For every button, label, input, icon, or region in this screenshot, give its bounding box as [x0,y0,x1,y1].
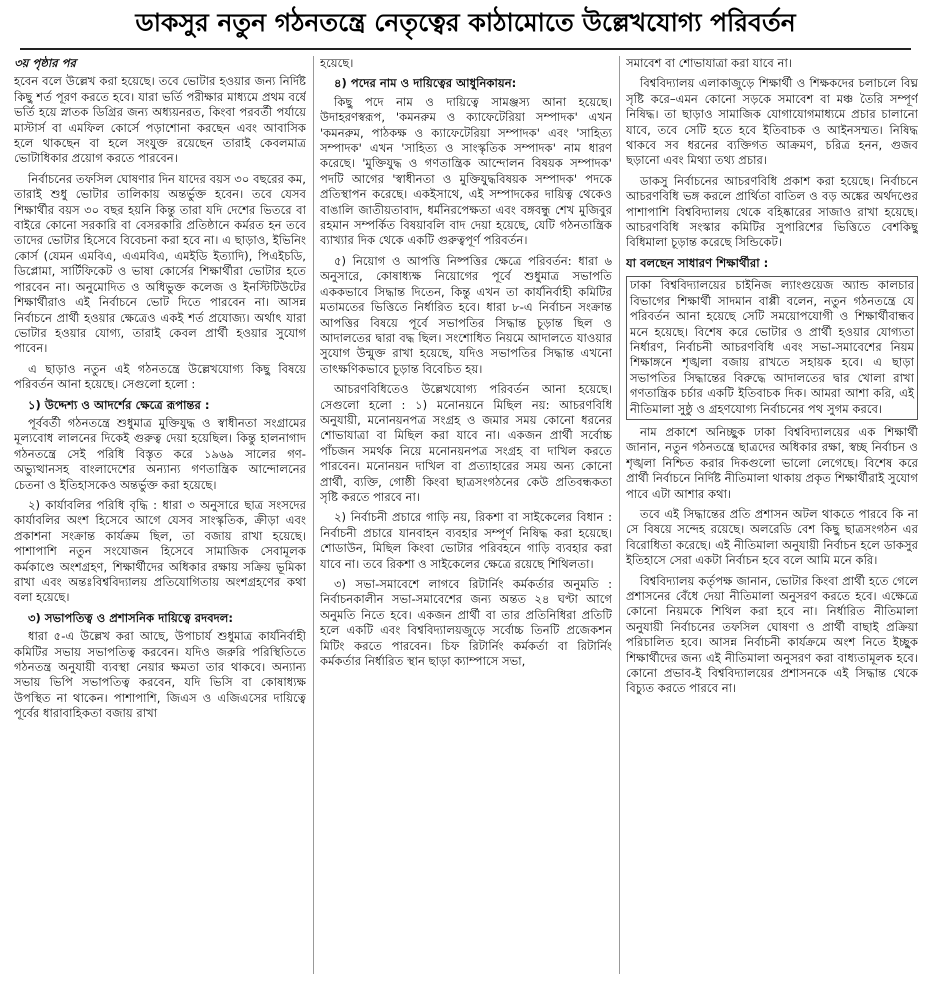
section-heading: ৪) পদের নাম ও দায়িত্বের আধুনিকায়ন: [334,76,517,91]
paragraph: সমাবেশ বা শোভাযাত্রা করা যাবে না। [626,56,792,70]
paragraph: তবে এই সিদ্ধান্তের প্রতি প্রশাসন অটল থাকতে পারবে কি না সে বিষয়ে সন্দেহ রয়েছে। অলরেডি বেশ কিছু ছাত্রসংগঠন এর বিরোধিতা করেছে। এই নীতিমালা অনুযায়ী নির্বাচন হলে ডাকসুর ইতিহাসে সেরা একটা নির্বাচন হবে বলে আমি মনে করি। [626,506,918,568]
paragraph: বিশ্ববিদ্যালয় এলাকাজুড়ে শিক্ষার্থী ও শিক্ষকদের চলাচলে বিঘ্ন সৃষ্টি করে–এমন কোনো সড়কে সমাবেশ বা মঞ্চ তৈরি সম্পূর্ণ নিষিদ্ধ। তা ছাড়াও সামাজিক যোগাযোগমাধ্যমে প্রচার চালানো যাবে, তবে সেটি হতে হবে ইতিবাচক ও আইনসম্মত। নিষিদ্ধ থাকবে সব ধরনের ব্যক্তিগত আক্রমণ, চরিত্র হনন, গুজব ছড়ানো এবং মিথ্যা তথ্য প্রচার। [626,76,918,168]
section-heading: ৩) সভাপতিত্ব ও প্রশাসনিক দায়িত্বে রদবদল: [28,610,234,625]
paragraph: ধারা ৫-এ উল্লেখ করা আছে, উপাচার্য শুধুমাত্র কার্যনির্বাহী কমিটির সভায় সভাপতিত্ব করবেন। যদিও জরুরি পরিস্থিতিতে গঠনতন্ত্র অনুযায়ী ব্যবস্থা নেয়ার ক্ষমতা তার থাকবে। অন্যান্য সভায় ভিপি সভাপতিত্ব করবেন, যদি ভিসি বা কোষাধ্যক্ষ উপস্থিত না থাকেন। পাশাপাশি, জিএস ও এজিএসের দায়িত্বে পূর্বের ধারাবাহিকতা বজায় রাখা [14,629,306,721]
continued-from-label: ৩য় পৃষ্ঠার পর [14,56,76,70]
paragraph: ৫) নিয়োগ ও আপত্তি নিষ্পত্তির ক্ষেত্রে পরিবর্তন: ধারা ৬ অনুসারে, কোষাধ্যক্ষ নিয়োগের পূর্বে শুধুমাত্র সভাপতি এককভাবে সিদ্ধান্ত দিতেন, কিন্তু এখন তা কার্যনির্বাহী কমিটির মতামতের ভিত্তিতে নির্ধারিত হবে। ধারা ৮-এ নির্বাচন সংক্রান্ত আপত্তির বিষয়ে পূর্বে সভাপতির সিদ্ধান্ত চূড়ান্ত ছিল ও আদালতের দ্বারা বদ্ধ ছিল। সংশোধিত নিয়মে আদালতে যাওয়ার সুযোগ উন্মুক্ত রাখা হয়েছে, যদিও সভাপতির সিদ্ধান্ত এখনো তাৎক্ষণিকভাবে চূড়ান্ত বিবেচিত হয়। [320,253,612,376]
column-divider [619,56,620,974]
paragraph: পূর্ববর্তী গঠনতন্ত্রে শুধুমাত্র মুক্তিযুদ্ধ ও স্বাধীনতা সংগ্রামের মূল্যবোধ লালনের দিকেই গুরুত্ব দেয়া হয়েছিল। কিন্তু হালনাগাদ গঠনতন্ত্রে সেই পরিধি বিস্তৃত করে ১৯৬৯ সালের গণ-অভ্যুত্থানসহ বাংলাদেশের অন্যান্য গণতান্ত্রিক আন্দোলনের চেতনা ও ইতিহাসকেও অন্তর্ভুক্ত করা হয়েছে। [14,415,306,492]
boxed-paragraph: ঢাকা বিশ্ববিদ্যালয়ের চাইনিজ ল্যাংগুয়েজ অ্যান্ড কালচার বিভাগের শিক্ষার্থী সাদমান বাপ্পী বলেন, নতুন গঠনতন্ত্রে যে পরিবর্তন আনা হয়েছে সেটি সময়োপযোগী ও শিক্ষার্থীবান্ধব মনে হয়েছে। বিশেষ করে ভোটার ও প্রার্থী হওয়ার যোগ্যতা নির্ধারণ, নির্বাচনী আচরণবিধি এবং সভা-সমাবেশের নিয়ম শিক্ষাঙ্গনে শৃঙ্খলা বজায় রাখতে সহায়ক হবে। এ ছাড়া সভাপতির সিদ্ধান্তের বিরুদ্ধে আদালতের দ্বার খোলা রাখা গণতান্ত্রিক চর্চার একটি ইতিবাচক দিক। আমরা আশা করি, এই নীতিমালা সুষ্ঠু ও গ্রহণযোগ্য নির্বাচনের পথ সুগম করবে। [626,276,918,420]
column-divider [313,56,314,974]
paragraph: ২) কার্যাবলির পরিধি বৃদ্ধি : ধারা ৩ অনুসারে ছাত্র সংসদের কার্যাবলির অংশ হিসেবে আগে যেসব সাংস্কৃতিক, ক্রীড়া এবং প্রকাশনা সংক্রান্ত কার্যক্রম ছিল, তা বজায় রাখা হয়েছে। পাশাপাশি নতুন সংযোজন হিসেবে সামাজিক সেবামূলক কর্মকাণ্ডে অংশগ্রহণ, শিক্ষার্থীদের অধিকার রক্ষায় সক্রিয় ভূমিকা রাখা এবং অন্তঃবিশ্ববিদ্যালয় প্রতিযোগিতায় অংশগ্রহণের কথা বলা হয়েছে। [14,497,306,605]
paragraph: কিছু পদে নাম ও দায়িত্বে সামঞ্জস্য আনা হয়েছে। উদাহরণস্বরূপ, 'কমনরুম ও ক্যাফেটেরিয়া সম্পাদক' এখন 'কমনরুম, পাঠকক্ষ ও ক্যাফেটেরিয়া সম্পাদক' এবং 'সাহিত্য সম্পাদক' এখন 'সাহিত্য ও সাংস্কৃতিক সম্পাদক' নাম ধারণ করেছে। 'মুক্তিযুদ্ধ ও গণতান্ত্রিক আন্দোলন বিষয়ক সম্পাদক' পদটি আগের 'স্বাধীনতা ও মুক্তিযুদ্ধবিষয়ক সম্পাদক' পদকে প্রতিস্থাপন করেছে। একইসাথে, এই সম্পাদকের দায়িত্ব থেকেও বাঙালি জাতীয়তাবাদ, ধর্মনিরপেক্ষতা এবং বঙ্গবন্ধু শেখ মুজিবুর রহমান সম্পর্কিত বিষয়াবলি বাদ দেয়া হয়েছে, যেটি গঠনতান্ত্রিক ব্যাখ্যার দিক থেকে একটি গুরুত্বপূর্ণ পরিবর্তন। [320,94,612,248]
headline-rule [20,48,911,50]
paragraph: হয়েছে। [320,56,354,70]
paragraph: ২) নির্বাচনী প্রচারে গাড়ি নয়, রিকশা বা সাইকেলের বিধান : নির্বাচনী প্রচারে যানবাহন ব্যবহার সম্পূর্ণ নিষিদ্ধ করা হয়েছে। শোডাউন, মিছিল কিংবা ভোটার পরিবহনে গাড়ি ব্যবহার করা যাবে না। তবে রিকশা ও সাইকেলের ক্ষেত্রে রয়েছে শিথিলতা। [320,510,612,571]
paragraph: হবেন বলে উল্লেখ করা হয়েছে। তবে ভোটার হওয়ার জন্য নির্দিষ্ট কিছু শর্ত পূরণ করতে হবে। যারা ভর্তি পরীক্ষার মাধ্যমে প্রথম বর্ষে ভর্তি হয়ে স্নাতক ডিগ্রির জন্য অধ্যয়নরত, কিংবা পরবর্তী পর্যায়ে মাস্টার্স বা এমফিল কোর্সে পড়াশোনা করছেন এবং আবাসিক হলে থাকছেন বা হলে সংযুক্ত রয়েছেন তারাই কেবলমাত্র ভোটাধিকার প্রয়োগ করতে পারবেন। [14,74,306,166]
paragraph: নাম প্রকাশে অনিচ্ছুক ঢাকা বিশ্ববিদ্যালয়ের এক শিক্ষার্থী জানান, নতুন গঠনতন্ত্রে ছাত্রদের অধিকার রক্ষা, স্বচ্ছ নির্বাচন ও শৃঙ্খলা নিশ্চিত করার দিকগুলো ভালো লেগেছে। বিশেষ করে প্রার্থী নির্বাচনে নির্দিষ্ট নীতিমালা থাকায় প্রকৃত শিক্ষার্থীরাই সুযোগ পাবে এটা আশার কথা। [626,424,918,501]
paragraph: ডাকসু নির্বাচনের আচরণবিধি প্রকাশ করা হয়েছে। নির্বাচনে আচরণবিধি ভঙ্গ করলে প্রার্থিতা বাতিল ও বড় অঙ্কের অর্থদণ্ডের পাশাপাশি বিশ্ববিদ্যালয় থেকে বহিষ্কারের সাজাও রাখা হয়েছে। আচরণবিধি সংস্কার কমিটির সুপারিশের ভিত্তিতে বেশকিছু বিধিমালা চূড়ান্ত করেছে সিন্ডিকেট। [626,173,918,250]
subheading: যা বলছেন সাধারণ শিক্ষার্থীরা : [626,255,769,270]
article-column-2 [320,56,612,974]
paragraph: এ ছাড়াও নতুন এই গঠনতন্ত্রে উল্লেখযোগ্য কিছু বিষয়ে পরিবর্তন আনা হয়েছে। সেগুলো হলো : [14,361,306,392]
paragraph: নির্বাচনের তফসিল ঘোষণার দিন যাদের বয়স ৩০ বছরের কম, তারাই শুধু ভোটার তালিকায় অন্তর্ভুক্ত হবেন। তবে যেসব শিক্ষার্থীর বয়স ৩০ বছর হয়নি কিন্তু তারা যদি দেশের ভিতরে বা বাইরে কোনো সরকারি বা বেসরকারি প্রতিষ্ঠানে কর্মরত হন তবে তাদের ভোটার হিসেবে বিবেচনা করা হবে না। এ ছাড়াও, ইভিনিং কোর্স (যেমন এমবিএ, এএমবিএ, এমইডি ইত্যাদি), পিএইচডি, ডিপ্লোমা, সার্টিফিকেট ও ভাষা কোর্সের শিক্ষার্থীরা ভোটার হতে পারবেন না। অনুমোদিত ও অধিভুক্ত কলেজ ও ইনস্টিটিউটের শিক্ষার্থীরাও এই নির্বাচনে ভোট দিতে পারবেন না। আসন্ন নির্বাচনে প্রার্থী হওয়ার ক্ষেত্রেও একই শর্ত প্রযোজ্য। অর্থাৎ যারা ভোটার হওয়ার যোগ্য, তারাই কেবল প্রার্থী হওয়ার সুযোগ পাবেন। [14,171,306,356]
paragraph: বিশ্ববিদ্যালয় কর্তৃপক্ষ জানান, ভোটার কিংবা প্রার্থী হতে গেলে প্রশাসনের বেঁধে দেয়া নীতিমালা অনুসরণ করতে হবে। এক্ষেত্রে কোনো নিয়মকে শিথিল করা হবে না। নির্ধারিত নীতিমালা অনুযায়ী নির্বাচনের তফসিল ঘোষণা ও প্রার্থী বাছাই প্রক্রিয়া পরিচালিত হবে। আসন্ন নির্বাচনী কার্যক্রমে অংশ নিতে ইচ্ছুক শিক্ষার্থীদের জন্য এই নীতিমালা অনুসরণ করা বাধ্যতামূলক হবে। কোনো প্রভাব-ই বিশ্ববিদ্যালয়ের প্রশাসনকে এই সিদ্ধান্ত থেকে বিচ্যুত করতে পারবে না। [626,573,918,696]
paragraph: ৩) সভা-সমাবেশে লাগবে রিটার্নিং কর্মকর্তার অনুমতি : নির্বাচনকালীন সভা-সমাবেশের জন্য অন্তত ২৪ ঘণ্টা আগে অনুমতি নিতে হবে। একজন প্রার্থী বা তার প্রতিনিধিরা প্রতিটি হলে একটি এবং বিশ্ববিদ্যালয়জুড়ে সর্বোচ্চ তিনটি প্রজেকশন মিটিং করতে পারবেন। চিফ রিটার্নিং কর্মকর্তা বা রিটার্নিং কর্মকর্তার নির্ধারিত স্থান ছাড়া ক্যাম্পাসে সভা, [320,577,612,669]
section-heading: ১) উদ্দেশ্য ও আদর্শের ক্ষেত্রে রূপান্তর : [28,397,210,412]
headline: ডাকসুর নতুন গঠনতন্ত্রে নেতৃত্বের কাঠামোতে উল্লেখযোগ্য পরিবর্তন [135,8,796,37]
paragraph: আচরণবিধিতেও উল্লেখযোগ্য পরিবর্তন আনা হয়েছে। সেগুলো হলো : ১) মনোনয়নে মিছিল নয়: আচরণবিধি অনুযায়ী, মনোনয়নপত্র সংগ্রহ ও জমার সময় কোনো ধরনের শোভাযাত্রা বা মিছিল করা যাবে না। একজন প্রার্থী সর্বোচ্চ পাঁচজন সমর্থক নিয়ে মনোনয়নপত্র সংগ্রহ বা দাখিল করতে পারবেন। মনোনয়ন দাখিল বা প্রত্যাহারের সময় অন্য কোনো প্রার্থী, ব্যক্তি, গোষ্ঠী কিংবা ছাত্রসংগঠনের কেউ প্রতিবন্ধকতা সৃষ্টি করতে পারবে না। [320,382,612,504]
article-column-3 [626,56,918,974]
article-column-1 [14,56,306,974]
